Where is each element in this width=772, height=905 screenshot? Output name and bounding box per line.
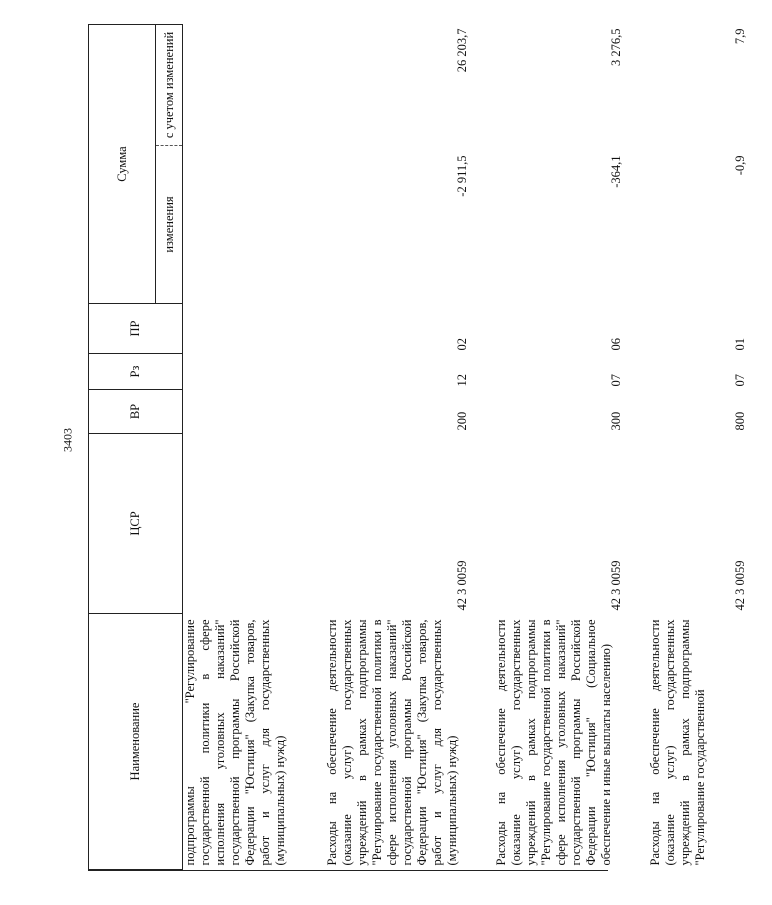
table-row bbox=[494, 25, 648, 870]
rotated-page-content bbox=[88, 25, 747, 870]
header-change: изменения bbox=[156, 146, 183, 304]
table-row bbox=[325, 25, 494, 870]
row-csr: 42 3 0059 bbox=[733, 560, 747, 611]
budget-table bbox=[88, 24, 772, 870]
table-row bbox=[183, 25, 326, 870]
row-pr: 06 bbox=[609, 338, 623, 351]
row-pr bbox=[183, 304, 326, 354]
header-total: с учетом изменений bbox=[156, 25, 183, 146]
row-change bbox=[183, 146, 326, 304]
table-left-rule bbox=[88, 870, 608, 871]
row-name: Расходы на обеспечение деятельности (оказание услуг) государственных учреждений в рамках подпрограммы "Регулирование государственной политики в сфере исполнения уголовных наказаний" государственной программы Российской Федерации "Юстиция" (Социальное обеспечение и иные выплаты населению) bbox=[494, 619, 613, 866]
row-vr bbox=[183, 390, 326, 434]
table-header bbox=[89, 25, 183, 870]
row-total: 3 276,5 bbox=[609, 28, 623, 66]
header-pr: ПР bbox=[89, 304, 183, 354]
table-row bbox=[648, 25, 772, 870]
row-pr: 02 bbox=[455, 338, 469, 351]
row-vr: 800 bbox=[733, 411, 747, 431]
header-name: Наименование bbox=[89, 614, 183, 870]
row-vr: 300 bbox=[609, 411, 623, 431]
row-csr bbox=[183, 434, 326, 614]
row-total: 7,9 bbox=[733, 28, 747, 45]
header-vr: ВР bbox=[89, 390, 183, 434]
row-name: подпрограммы "Регулирование государственной политики в сфере исполнения уголовных наказаний" государственной программы Российской Федерации "Юстиция" (Закупка товаров, работ и услуг для государственных (муниципальных) нужд) bbox=[183, 619, 287, 866]
row-rz: 07 bbox=[609, 374, 623, 387]
row-change: -364,1 bbox=[609, 155, 623, 188]
row-rz: 07 bbox=[733, 374, 747, 387]
header-sum: Сумма bbox=[89, 25, 156, 304]
row-change: -0,9 bbox=[733, 155, 747, 176]
row-csr: 42 3 0059 bbox=[609, 560, 623, 611]
row-change: -2 911,5 bbox=[455, 155, 469, 197]
row-csr: 42 3 0059 bbox=[455, 560, 469, 611]
row-total bbox=[183, 25, 326, 146]
row-rz: 12 bbox=[455, 374, 469, 387]
row-total: 26 203,7 bbox=[455, 28, 469, 73]
row-name: Расходы на обеспечение деятельности (оказание услуг) государственных учреждений в рамках подпрограммы "Регулирование государственной bbox=[648, 619, 707, 866]
row-vr: 200 bbox=[455, 411, 469, 431]
row-pr: 01 bbox=[733, 338, 747, 351]
row-name: Расходы на обеспечение деятельности (оказание услуг) государственных учреждений в рамках подпрограммы "Регулирование государственной политики в сфере исполнения уголовных наказаний" государственной программы Российской Федерации "Юстиция" (Закупка товаров, работ и услуг для государственных (муниципальных) нужд) bbox=[325, 619, 459, 866]
row-rz bbox=[183, 354, 326, 390]
page-number: 3403 bbox=[60, 428, 75, 452]
header-rz: Рз bbox=[89, 354, 183, 390]
header-csr: ЦСР bbox=[89, 434, 183, 614]
